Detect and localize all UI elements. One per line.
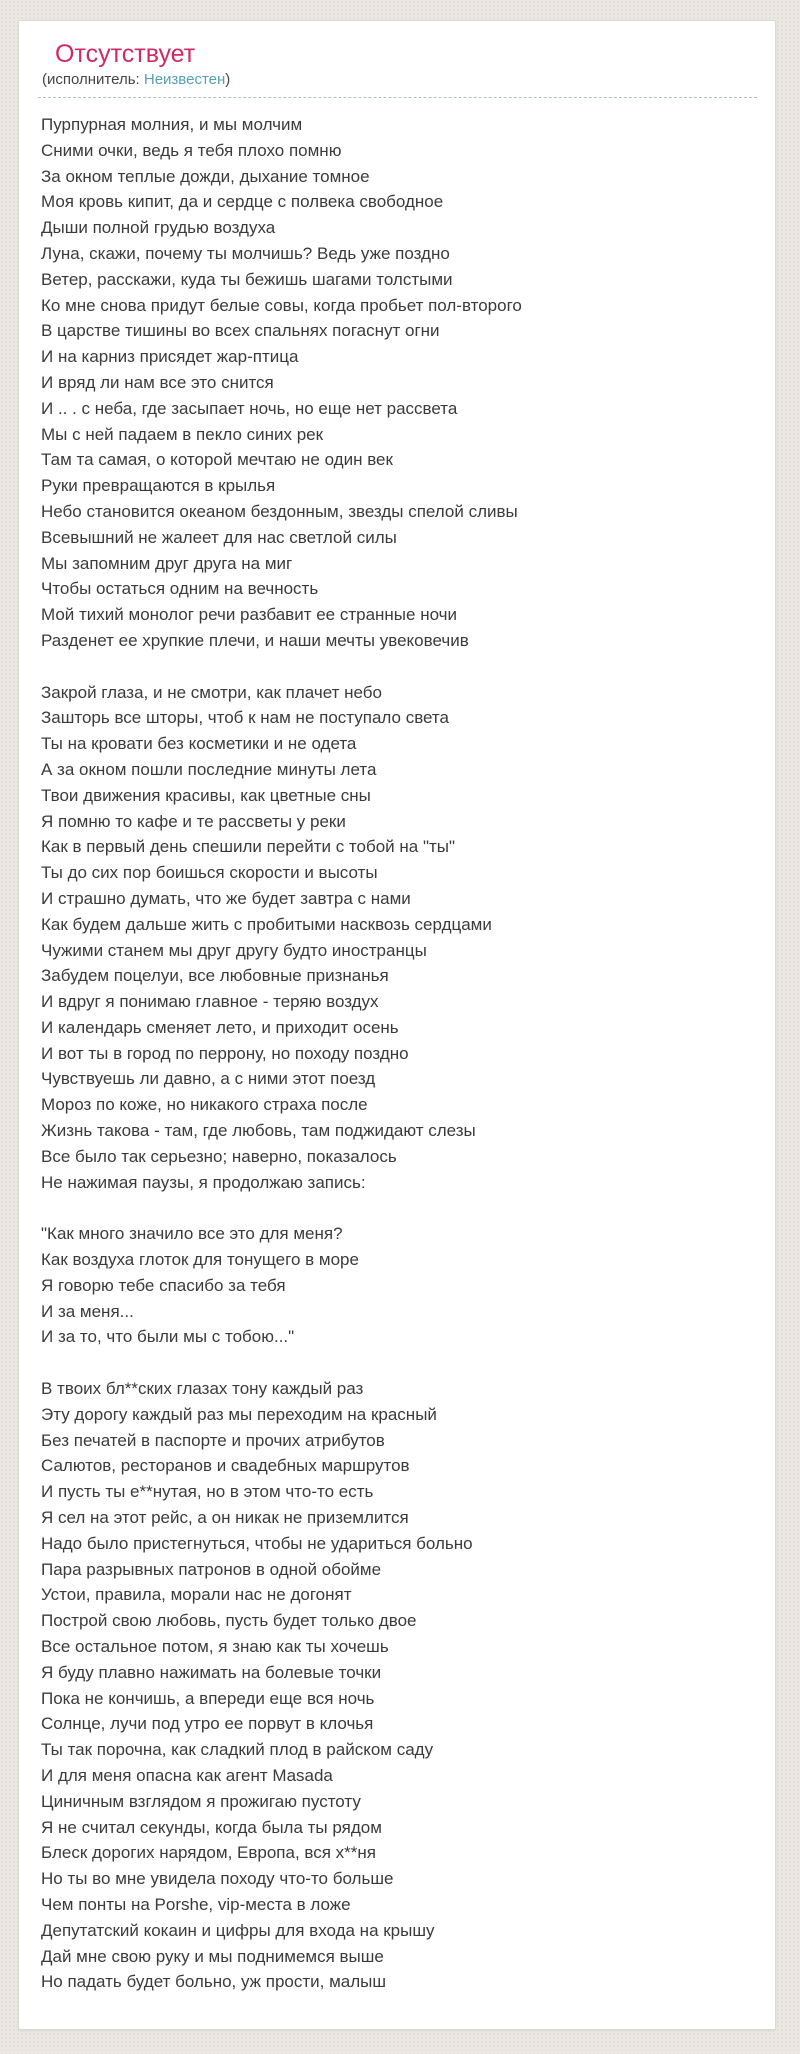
lyric-line: И пусть ты е**нутая, но в этом что-то есть [41,1482,374,1502]
lyric-line: Без печатей в паспорте и прочих атрибутов [41,1430,385,1450]
lyric-line: Пурпурная молния, и мы молчим [41,115,303,134]
lyric-line: Устои, правила, морали нас не догонят [41,1585,352,1605]
lyric-line: Разденет ее хрупкие плечи, и наши мечты увековечив [41,630,469,650]
stanza [41,112,755,654]
lyric-line: Надо было пристегнуться, чтобы не удариться больно [41,1533,473,1553]
lyric-line: Чтобы остаться одним на вечность [41,579,319,599]
lyric-line: Чужими станем мы друг другу будто иностранцы [41,940,427,960]
lyric-line: Мороз по коже, но никакого страха после [41,1095,368,1115]
lyric-line: Мы запомним друг друга на миг [41,553,293,573]
lyric-line: Мой тихий монолог речи разбавит ее странные ночи [41,605,458,625]
lyric-line: Дыши полной грудью воздуха [41,218,276,238]
lyric-line: Все остальное потом, я знаю как ты хочешь [41,1637,389,1657]
lyric-line: Я помню то кафе и те рассветы у реки [41,811,346,831]
lyric-line: Ты до сих пор боишься скорости и высоты [41,863,378,883]
lyric-line: "Как много значило все это для меня? [41,1224,343,1244]
lyric-line: Ты на кровати без косметики и не одета [41,734,357,754]
lyric-line: И вряд ли нам все это снится [41,372,274,392]
lyric-line: Построй свою любовь, пусть будет только двое [41,1611,417,1631]
lyric-line: В царстве тишины во всех спальнях погаснут огни [41,321,440,341]
lyric-line: Сними очки, ведь я тебя плохо помню [41,140,342,160]
lyric-line: Луна, скажи, почему ты молчишь? Ведь уже поздно [41,243,450,263]
lyric-line: Не нажимая паузы, я продолжаю запись: [41,1172,366,1192]
lyrics [19,98,775,1995]
lyric-line: Закрой глаза, и не смотри, как плачет небо [41,682,382,702]
lyric-line: За окном теплые дожди, дыхание томное [41,166,370,186]
lyric-line: Циничным взглядом я прожигаю пустоту [41,1791,361,1811]
lyric-line: И на карниз присядет жар-птица [41,347,299,367]
lyric-line: И вот ты в город по перрону, но походу поздно [41,1043,409,1063]
lyric-line: И за меня... [41,1301,134,1321]
lyric-line: Салютов, ресторанов и свадебных маршрутов [41,1456,410,1476]
lyric-line: Забудем поцелуи, все любовные признанья [41,966,389,986]
page-title: Отсутствует [55,40,196,68]
lyric-line: Там та самая, о которой мечтаю не один век [41,450,393,470]
lyric-line: Все было так серьезно; наверно, показалось [41,1146,397,1166]
lyric-line: Ты так порочна, как сладкий плод в райском саду [41,1740,434,1760]
lyric-line: И .. . с неба, где засыпает ночь, но еще нет рассвета [41,398,458,418]
lyric-line: Я говорю тебе спасибо за тебя [41,1275,286,1295]
lyric-line: Депутатский кокаин и цифры для входа на крышу [41,1920,435,1940]
lyric-line: И для меня опасна как агент Masada [41,1766,333,1785]
artist-label-prefix: (исполнитель: [42,71,144,88]
lyric-line: Чувствуешь ли давно, а с ними этот поезд [41,1069,376,1089]
lyric-line: И за то, что были мы с тобою..." [41,1327,295,1347]
lyric-line: Моя кровь кипит, да и сердце с полвека свободное [41,192,444,212]
lyric-line: Но падать будет больно, уж прости, малыш [41,1972,387,1992]
lyric-line: Я не считал секунды, когда была ты рядом [41,1817,382,1837]
lyric-line: Пока не кончишь, а впереди еще вся ночь [41,1688,375,1708]
lyric-line: Я сел на этот рейс, а он никак не приземлится [41,1508,409,1528]
lyrics-card [18,20,776,2030]
lyric-line: Ко мне снова придут белые совы, когда пробьет пол-второго [41,295,522,315]
lyric-line: Мы с ней падаем в пекло синих рек [41,424,324,444]
lyric-line: А за окном пошли последние минуты лета [41,759,377,779]
lyric-line: Твои движения красивы, как цветные сны [41,785,371,805]
lyric-line: Всевышний не жалеет для нас светлой силы [41,527,397,547]
lyric-line: И страшно думать, что же будет завтра с нами [41,888,411,908]
lyric-line: Как в первый день спешили перейти с тобой на "ты" [41,837,456,857]
artist-link[interactable]: Неизвестен [143,71,226,88]
artist-label-suffix: ) [225,71,231,88]
stanza [41,1376,755,1995]
lyric-line: И календарь сменяет лето, и приходит осень [41,1017,399,1037]
artist-line [42,71,755,89]
lyric-line: И вдруг я понимаю главное - теряю воздух [41,992,379,1012]
lyric-line: Но ты во мне увидела походу что-то больше [41,1869,394,1889]
lyric-line: Пара разрывных патронов в одной обойме [41,1559,382,1579]
lyric-line: Жизнь такова - там, где любовь, там поджидают слезы [41,1121,476,1141]
stanza [41,1221,755,1350]
lyric-line: В твоих бл**ских глазах тону каждый раз [41,1379,364,1399]
lyric-line: Чем понты на Porshe, vip-места в ложе [41,1894,351,1914]
lyric-line: Блеск дорогих нарядом, Европа, вся х**ня [41,1843,377,1863]
lyric-line: Дай мне свою руку и мы поднимемся выше [41,1946,384,1966]
lyric-line: Я буду плавно нажимать на болевые точки [41,1662,382,1682]
lyric-line: Ветер, расскажи, куда ты бежишь шагами толстыми [41,269,453,289]
lyric-line: Эту дорогу каждый раз мы переходим на красный [41,1404,437,1424]
lyric-line: Как будем дальше жить с пробитыми насквозь сердцами [41,914,492,934]
lyric-line: Руки превращаются в крылья [41,476,276,496]
lyric-line: Зашторь все шторы, чтоб к нам не поступало света [41,708,449,728]
stanza [41,680,755,1196]
lyric-line: Как воздуха глоток для тонущего в море [41,1250,359,1270]
lyric-line: Небо становится океаном бездонным, звезды спелой сливы [41,501,518,521]
lyric-line: Солнце, лучи под утро ее порвут в клочья [41,1714,374,1734]
